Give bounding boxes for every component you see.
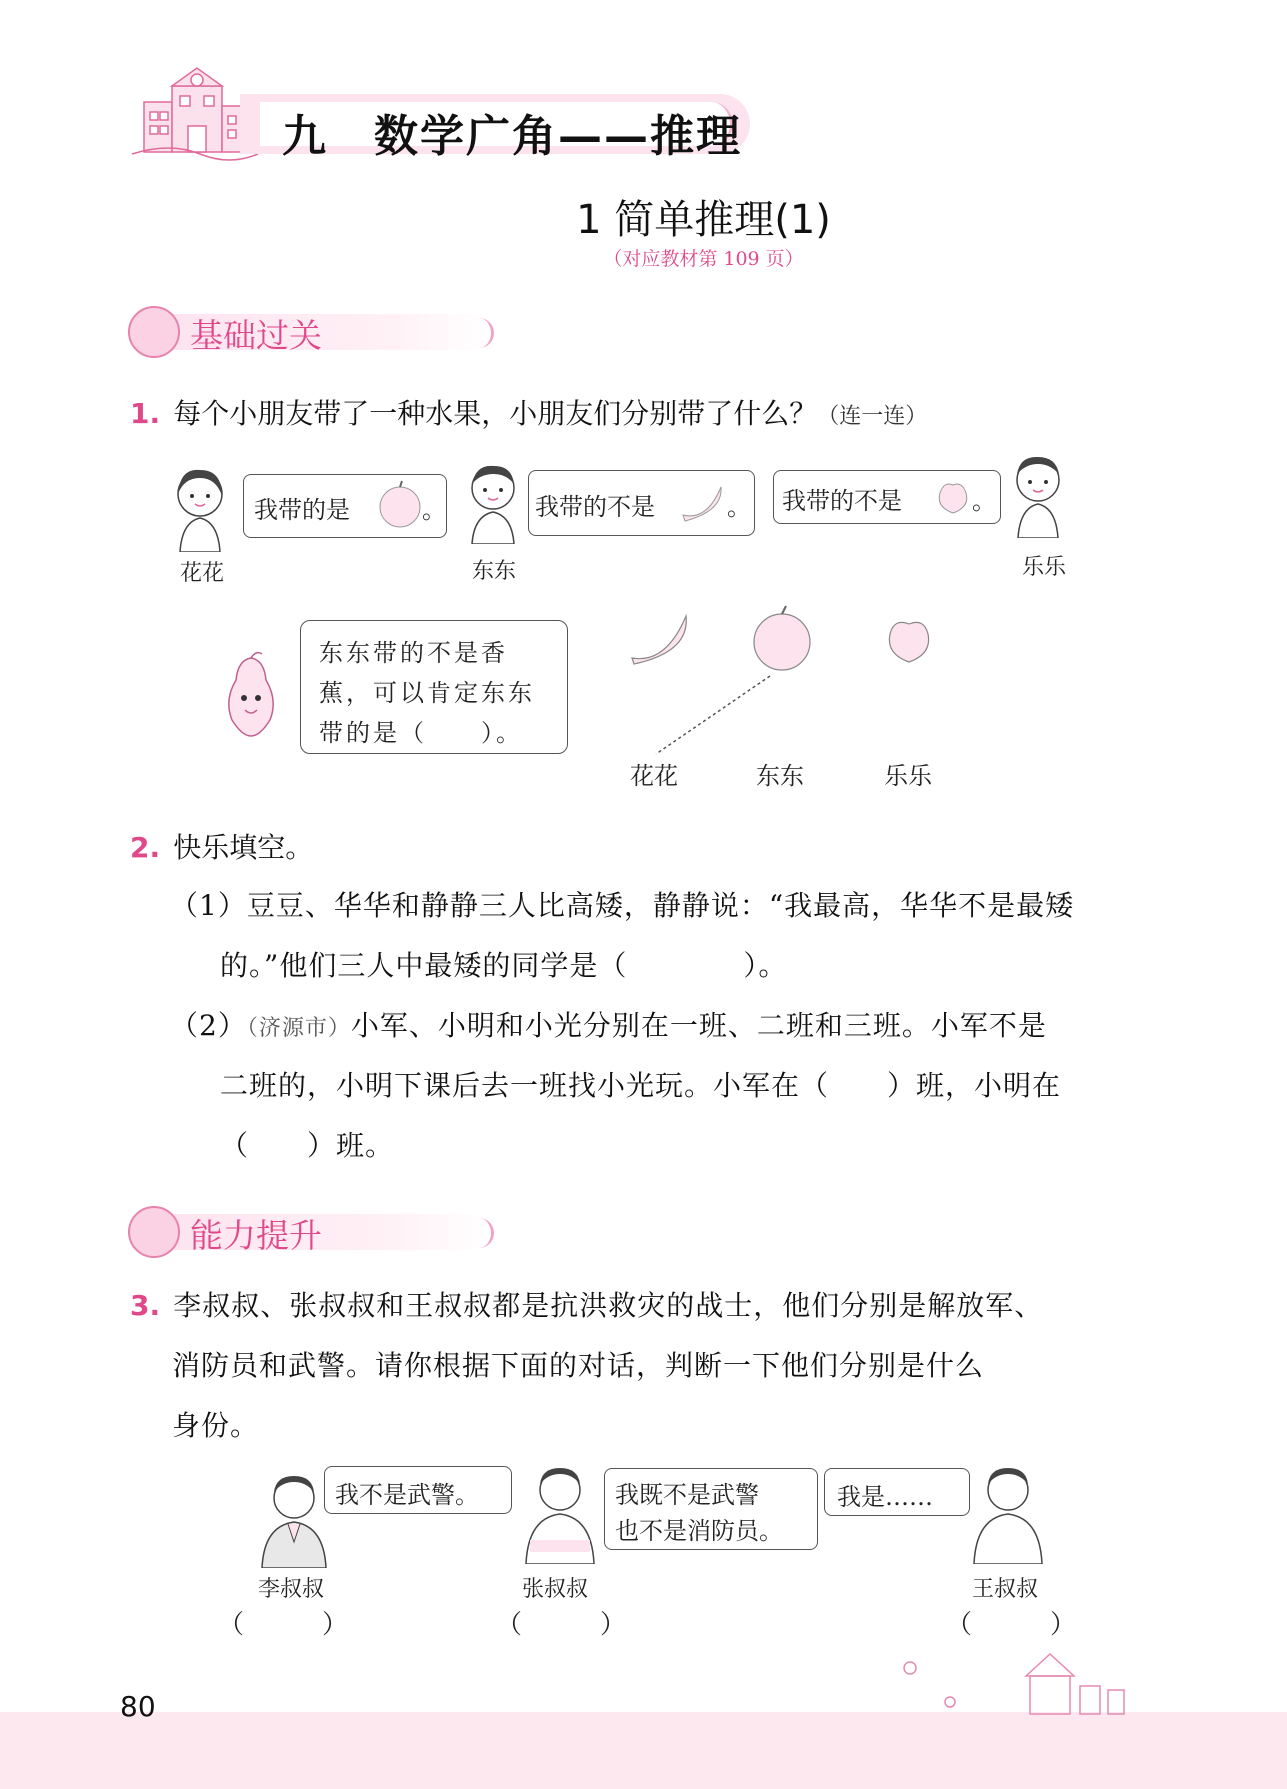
- name-zhang: 张叔叔: [522, 1577, 589, 1602]
- question-number: 3.: [130, 1289, 161, 1322]
- lesson-reference: （对应教材第 109 页）: [603, 248, 804, 270]
- question-3-prompt: [130, 1284, 1043, 1324]
- name-li: 李叔叔: [258, 1577, 325, 1602]
- match-name-huahua: 花花: [630, 762, 678, 790]
- question-number: 2.: [130, 831, 161, 864]
- uncle-li-figure: [256, 1470, 332, 1568]
- bubble-huahua: 我带的是 。: [243, 474, 447, 538]
- dongdong-boy-figure: [462, 460, 524, 544]
- peach-fruit-icon: [884, 614, 934, 666]
- matching-dotted-line: [650, 670, 780, 760]
- pear-mascot-figure: [218, 650, 284, 740]
- huahua-girl-figure: [168, 466, 232, 552]
- uncle-zhang-figure: [520, 1462, 600, 1564]
- banana-icon: [679, 481, 729, 525]
- q3-line3: 身份。: [172, 1409, 260, 1442]
- section-title-basic: 基础过关: [190, 316, 322, 355]
- name-dongdong: 东东: [472, 559, 517, 584]
- match-name-lele: 乐乐: [884, 762, 932, 790]
- lele-boy-figure: [1006, 452, 1070, 538]
- footer-band: [0, 1712, 1287, 1789]
- match-name-dongdong: 东东: [756, 762, 804, 790]
- question-number: 1.: [130, 397, 161, 430]
- question-title: 快乐填空。: [173, 831, 314, 864]
- bubble-li: 我不是武警。: [324, 1466, 512, 1514]
- answer-blank-li[interactable]: （ ）: [218, 1610, 349, 1640]
- question-1-prompt: [130, 392, 927, 432]
- q2-part2-line3: （ ）班。: [220, 1129, 395, 1162]
- q2-part2-line2: 二班的，小明下课后去一班找小光玩。小军在（ ）班，小明在: [220, 1069, 1062, 1102]
- bubble-zhang: 我既不是武警 也不是消防员。: [604, 1468, 818, 1550]
- peach-icon: [934, 477, 972, 517]
- name-lele: 乐乐: [1022, 555, 1067, 580]
- banana-fruit-icon: [626, 608, 696, 666]
- chapter-banner: [130, 88, 760, 160]
- name-wang: 王叔叔: [972, 1577, 1039, 1602]
- question-text: 每个小朋友带了一种水果，小朋友们分别带了什么？: [173, 397, 818, 430]
- q2-part1-line1: （1）豆豆、华华和静静三人比高矮，静静说：“我最高，华华不是最矮: [170, 889, 1075, 922]
- lesson-title: 1 简单推理(1): [576, 197, 831, 243]
- answer-blank-wang[interactable]: （ ）: [946, 1610, 1077, 1640]
- bubble-dongdong: 我带的不是 。: [528, 470, 755, 536]
- footer-decoration-icon: [880, 1646, 1180, 1716]
- bubble-helper: 东东带的不是香 蕉，可以肯定东东 带的是（ ）。: [300, 620, 568, 754]
- apple-fruit-icon: [746, 604, 818, 672]
- question-2-prompt: [130, 826, 313, 866]
- uncle-wang-figure: [968, 1462, 1048, 1564]
- q2-part2-line1: （2）（济源市）小军、小明和小光分别在一班、二班和三班。小军不是: [170, 1009, 1047, 1042]
- girl-avatar-icon: [128, 306, 180, 358]
- q3-line2: 消防员和武警。请你根据下面的对话，判断一下他们分别是什么: [172, 1349, 985, 1382]
- q2-part1-line2: 的。”他们三人中最矮的同学是（ ）。: [220, 949, 788, 982]
- section-title-advanced: 能力提升: [190, 1216, 322, 1255]
- page-number: 80: [120, 1690, 156, 1723]
- answer-blank-zhang[interactable]: （ ）: [496, 1610, 627, 1640]
- bubble-wang: 我是……: [824, 1468, 970, 1516]
- bubble-lele: 我带的不是 。: [773, 470, 1001, 524]
- question-hint: （连一连）: [817, 404, 928, 429]
- name-huahua: 花花: [180, 561, 225, 586]
- apple-icon: [372, 479, 428, 531]
- boy-avatar-icon: [128, 1206, 180, 1258]
- section-header-advanced: [128, 1206, 528, 1254]
- region-tag: （济源市）: [246, 1016, 351, 1041]
- q3-line1: 李叔叔、张叔叔和王叔叔都是抗洪救灾的战士，他们分别是解放军、: [173, 1289, 1044, 1322]
- chapter-title: 九 数学广角——推理: [282, 111, 742, 162]
- section-header-basic: [128, 306, 528, 354]
